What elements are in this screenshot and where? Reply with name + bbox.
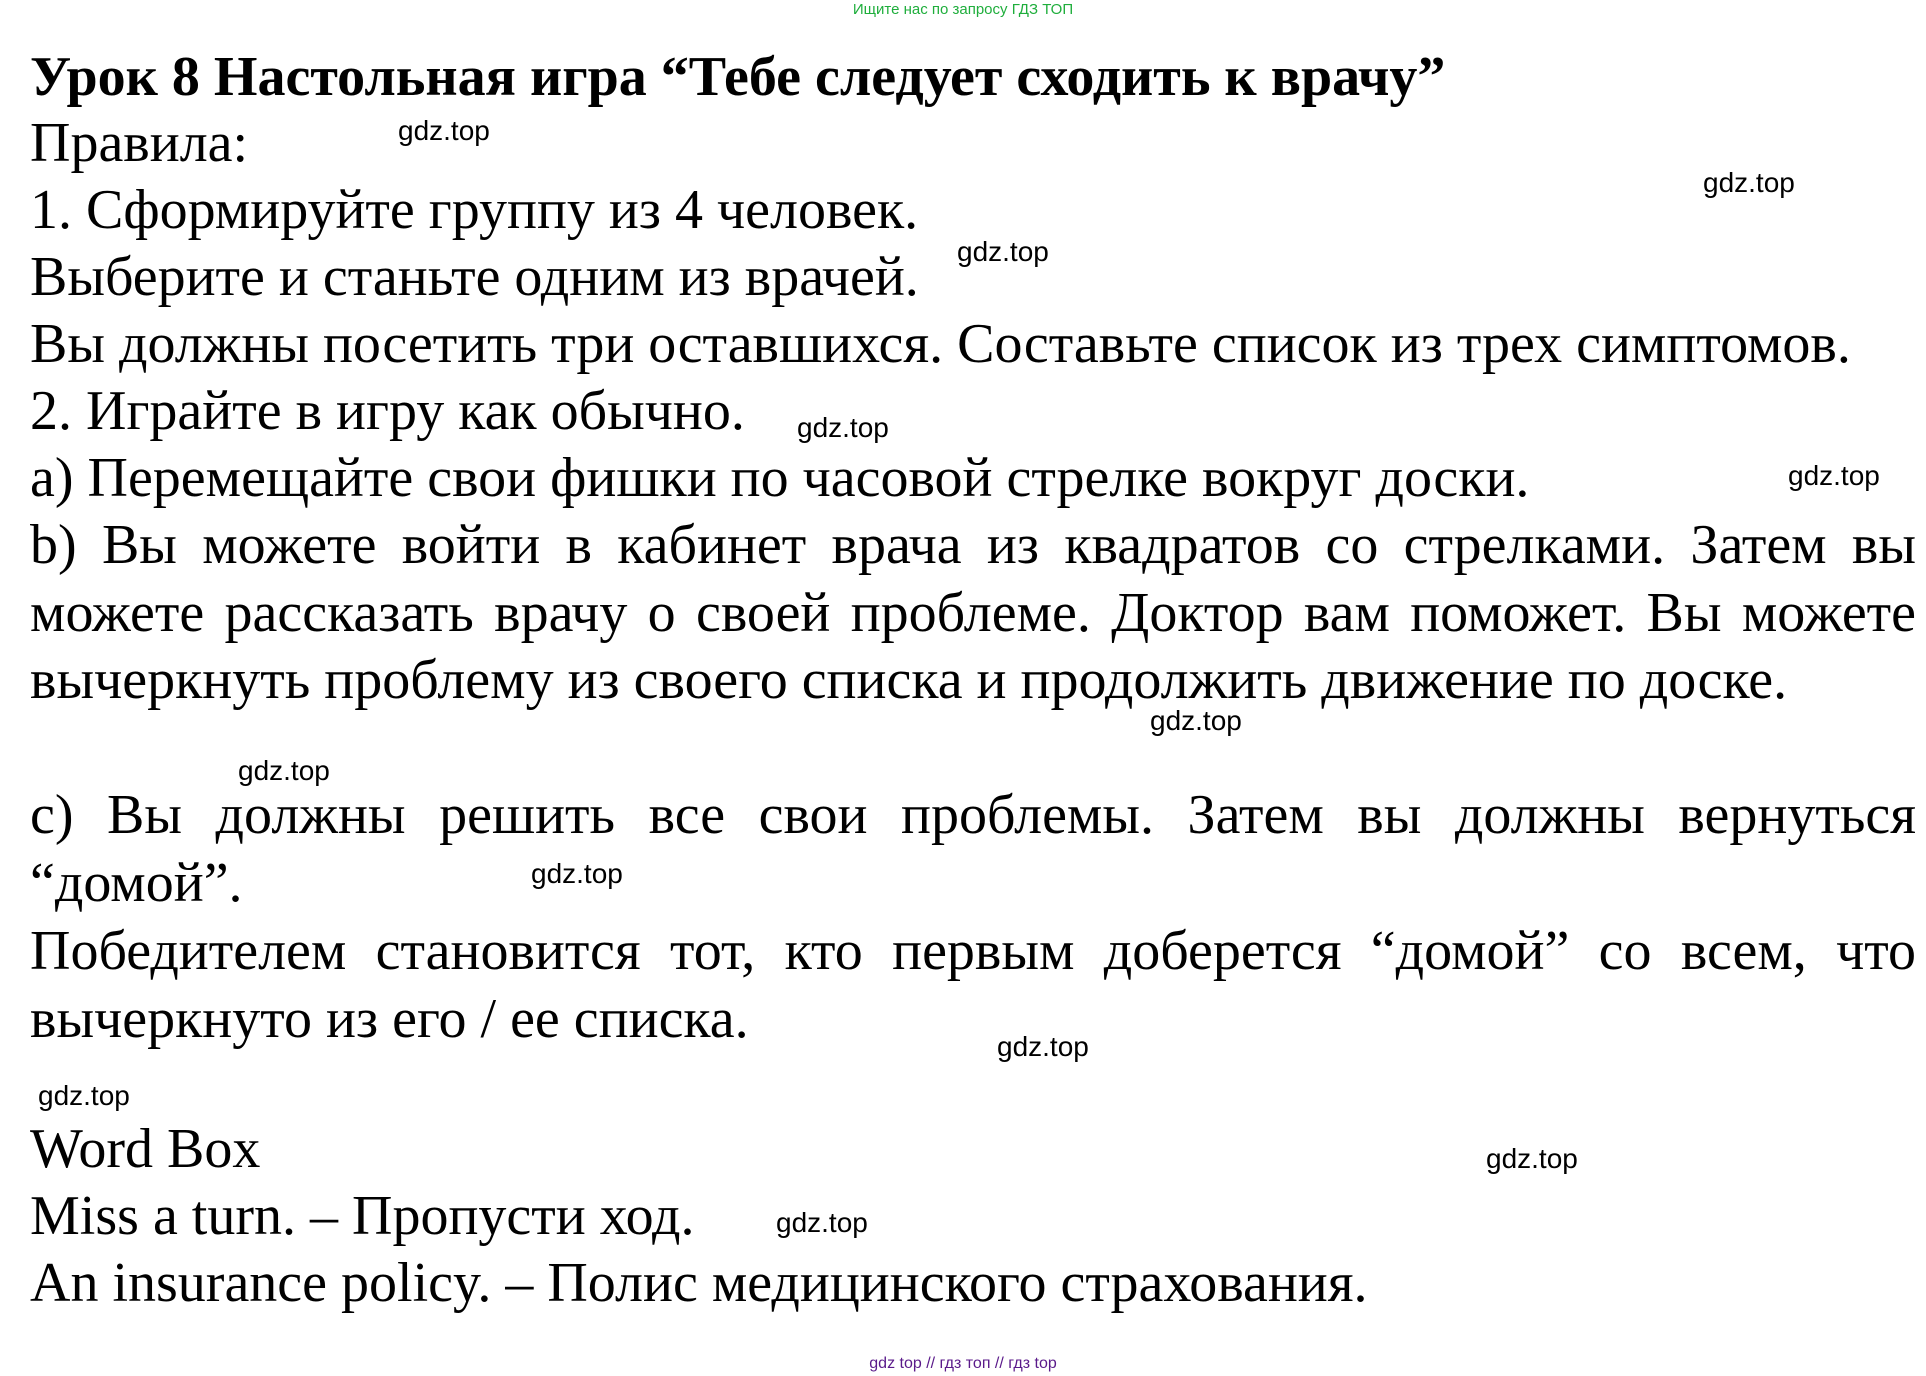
rule-line-2: Выберите и станьте одним из врачей. [30, 246, 919, 308]
word-box-entry-1: Miss a turn. – Пропусти ход. [30, 1185, 695, 1247]
watermark: gdz.top [38, 1080, 130, 1111]
winner-paragraph: Победителем становится тот, кто первым доберется “домой” со всем, что вычеркнуто из его / ее списка. [30, 920, 1916, 1050]
rule-line-4: 2. Играйте в игру как обычно. [30, 380, 745, 442]
footer-links[interactable]: gdz top // гдз топ // гдз top [869, 1355, 1057, 1372]
top-banner[interactable]: Ищите нас по запросу ГДЗ ТОП [852, 1, 1074, 18]
watermark: gdz.top [1703, 167, 1795, 198]
rule-line-1: 1. Сформируйте группу из 4 человек. [30, 179, 919, 241]
watermark: gdz.top [398, 115, 490, 146]
watermark: gdz.top [797, 412, 889, 443]
rule-line-3: Вы должны посетить три оставшихся. Составьте список из трех симптомов. [30, 313, 1851, 375]
watermark: gdz.top [238, 755, 330, 786]
rule-paragraph-c: c) Вы должны решить все свои проблемы. Затем вы должны вернуться “домой”. [30, 784, 1916, 914]
watermark: gdz.top [1788, 460, 1880, 491]
watermark: gdz.top [531, 858, 623, 889]
word-box-heading: Word Box [30, 1118, 261, 1180]
watermark: gdz.top [776, 1207, 868, 1238]
rules-label: Правила: [30, 112, 249, 174]
watermark: gdz.top [957, 236, 1049, 267]
rule-paragraph-b: b) Вы можете войти в кабинет врача из квадратов со стрелками. Затем вы можете рассказать врачу о своей проблеме. Доктор вам поможет. Вы можете вычеркнуть проблему из своего списка и продолжить движение по доске. [30, 514, 1916, 711]
word-box-entry-2: An insurance policy. – Полис медицинского страхования. [30, 1252, 1368, 1314]
rule-line-5: a) Перемещайте свои фишки по часовой стрелке вокруг доски. [30, 447, 1530, 509]
watermark: gdz.top [997, 1031, 1089, 1062]
watermark: gdz.top [1150, 705, 1242, 736]
watermark: gdz.top [1486, 1143, 1578, 1174]
page-title: Урок 8 Настольная игра “Тебе следует сходить к врачу” [30, 46, 1446, 108]
